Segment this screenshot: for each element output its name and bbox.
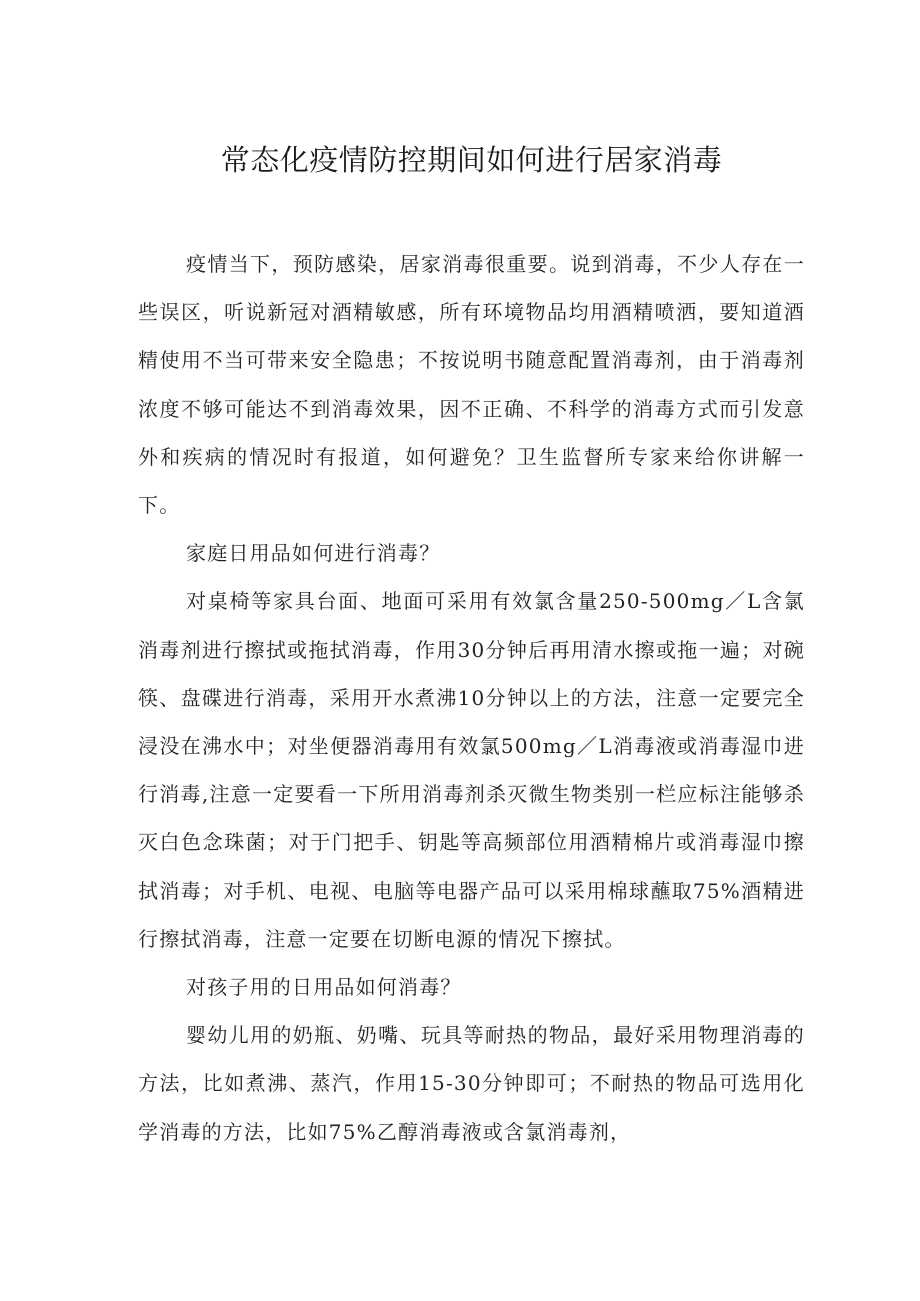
document-title: 常态化疫情防控期间如何进行居家消毒	[220, 143, 723, 177]
heading-household-items: 家庭日用品如何进行消毒？	[186, 541, 441, 566]
heading-children-items: 对孩子用的日用品如何消毒？	[186, 975, 462, 1000]
paragraph-household-disinfection: 对桌椅等家具台面、地面可采用有效氯含量250-500mg／L含氯消毒剂进行擦拭或拖拭消毒，作用30分钟后再用清水擦或拖一遍；对碗筷、盘碟进行消毒，采用开水煮沸10分钟以上的方法，注意一定要完全浸没在沸水中；对坐便器消毒用有效氯500mg／L消毒液或消毒湿巾进行消毒,注意一定要看一下所用消毒剂杀灭微生物类别一栏应标注能够杀灭白色念珠菌；对于门把手、钥匙等高频部位用酒精棉片或消毒湿巾擦拭消毒；对手机、电视、电脑等电器产品可以采用棉球蘸取75%酒精进行擦拭消毒，注意一定要在切断电源的情况下擦拭。	[138, 589, 805, 951]
paragraph-children-disinfection: 婴幼儿用的奶瓶、奶嘴、玩具等耐热的物品，最好采用物理消毒的方法，比如煮沸、蒸汽，作用15-30分钟即可；不耐热的物品可选用化学消毒的方法，比如75%乙醇消毒液或含氯消毒剂，	[138, 1023, 805, 1144]
paragraph-intro: 疫情当下，预防感染，居家消毒很重要。说到消毒，不少人存在一些误区，听说新冠对酒精敏感，所有环境物品均用酒精喷洒，要知道酒精使用不当可带来安全隐患；不按说明书随意配置消毒剂，由于消毒剂浓度不够可能达不到消毒效果，因不正确、不科学的消毒方式而引发意外和疾病的情况时有报道，如何避免？卫生监督所专家来给你讲解一下。	[138, 252, 805, 518]
